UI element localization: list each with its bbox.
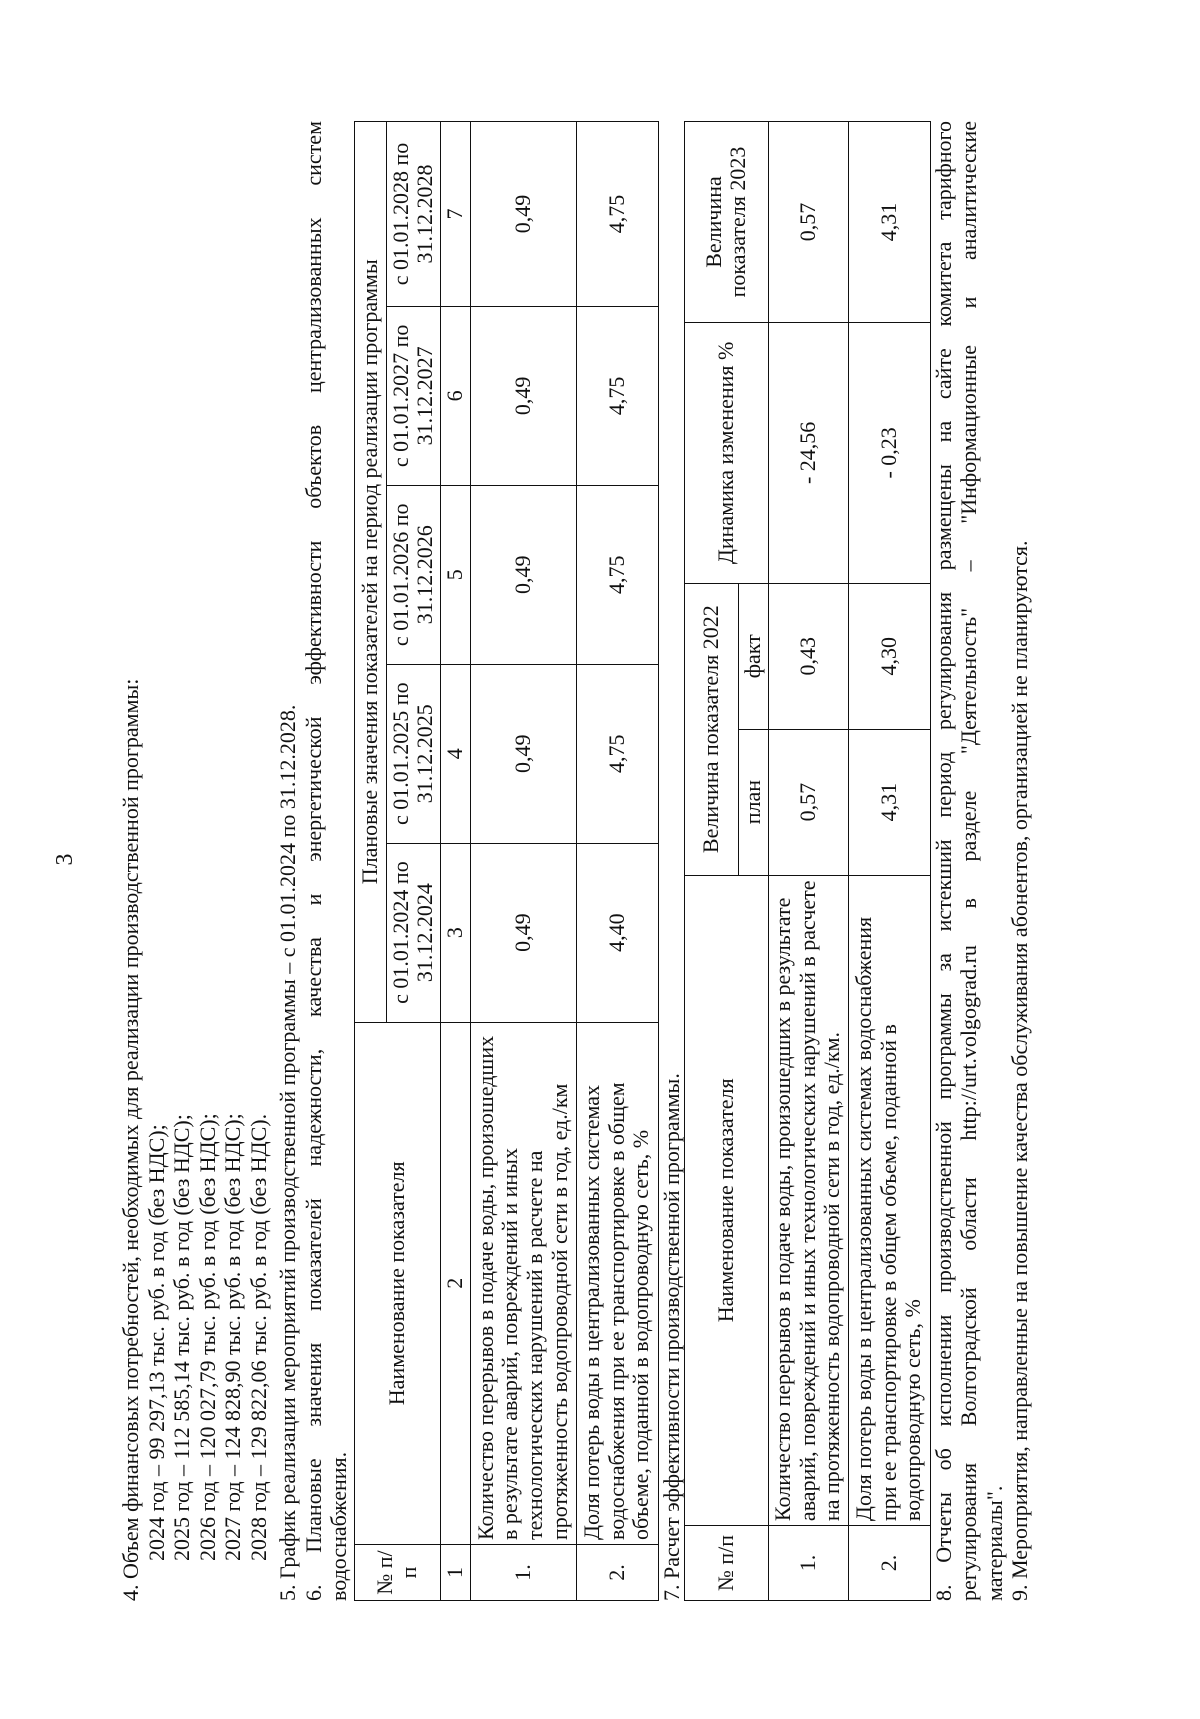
period-header: с 01.01.2026 по 31.12.2026 — [386, 485, 440, 664]
dynamics-value: - 24,56 — [768, 322, 848, 583]
value-2022-header: Величина показателя 2022 — [685, 583, 739, 875]
plan-value: 4,31 — [848, 729, 930, 875]
section-6-line1: 6. Плановые значения показателей надежности, качества и энергетической эффективности объектов централизованных систем — [300, 121, 326, 1601]
period-header: с 01.01.2025 по 31.12.2025 — [386, 664, 440, 843]
col-name-header: Наименование показателя — [354, 1022, 440, 1545]
row-number: 1. — [768, 1526, 848, 1601]
planned-indicators-table — [354, 121, 659, 1601]
value-2023-header: Величина показателя 2023 — [685, 122, 769, 323]
value-2023: 0,57 — [768, 122, 848, 323]
row-number: 1. — [470, 1545, 576, 1601]
indicator-value: 4,75 — [576, 485, 658, 664]
dynamics-value: - 0,23 — [848, 322, 930, 583]
section-8-line1: 8. Отчеты об исполнении производственной программы за истекший период регулирования размещены на сайте комитета тарифного — [930, 121, 956, 1601]
planned-values-group-header: Плановые значения показателей на период реализации программы — [354, 122, 386, 1023]
period-header: с 01.01.2024 по 31.12.2024 — [386, 843, 440, 1022]
table-row — [576, 122, 658, 1601]
finance-line: 2025 год – 112 585,14 тыс. руб. в год (без НДС); — [169, 1114, 195, 1561]
section-6-line2: водоснабжения. — [326, 1451, 352, 1601]
finance-line: 2026 год – 120 027,79 тыс. руб. в год (без НДС); — [194, 1113, 220, 1561]
period-header: с 01.01.2028 по 31.12.2028 — [386, 122, 440, 307]
indicator-name: Количество перерывов в подаче воды, произошедших в результате аварий, повреждений и иных технологических нарушений в расчете на протяженность водопроводной сети в год, ед./км. — [768, 875, 848, 1526]
finance-line: 2024 год – 99 297,13 тыс. руб. в год (без НДС); — [143, 1124, 169, 1561]
fact-header: факт — [739, 583, 769, 729]
fact-value: 4,30 — [848, 583, 930, 729]
value-2023: 4,31 — [848, 122, 930, 323]
dynamics-header: Динамика изменения % — [685, 322, 769, 583]
col-name-header: Наименование показателя — [685, 875, 769, 1526]
indicator-name: Доля потерь воды в централизованных системах водоснабжения при ее транспортировке в общем объеме, поданной в водопроводную сеть, % — [576, 1022, 658, 1545]
section-8-line3: материалы". — [981, 1485, 1007, 1601]
fact-value: 0,43 — [768, 583, 848, 729]
column-number: 2 — [440, 1022, 470, 1545]
indicator-value: 0,49 — [470, 306, 576, 485]
period-header: с 01.01.2027 по 31.12.2027 — [386, 306, 440, 485]
section-7: 7. Расчет эффективности производственной программы. — [658, 1073, 684, 1601]
indicator-value: 4,75 — [576, 664, 658, 843]
table-row — [768, 122, 848, 1601]
section-9: 9. Мероприятия, направленные на повышение качества обслуживания абонентов, организацией не планируются. — [1007, 540, 1033, 1601]
column-number: 3 — [440, 843, 470, 1022]
column-number: 4 — [440, 664, 470, 843]
indicator-name: Количество перерывов в подаче воды, произошедших в результате аварий, повреждений и иных технологических нарушений в расчете на протяженность водопроводной сети в год, ед./км — [470, 1022, 576, 1545]
section-8-line2: регулирования Волгоградской области http://urt.volgograd.ru в разделе "Деятельность" – "Информационные и аналитические — [956, 121, 982, 1601]
col-num-header: № п/п — [354, 1545, 440, 1601]
efficiency-table — [684, 121, 931, 1601]
plan-value: 0,57 — [768, 729, 848, 875]
column-number: 7 — [440, 122, 470, 307]
column-number: 6 — [440, 306, 470, 485]
document-body — [118, 121, 1033, 1601]
column-number: 5 — [440, 485, 470, 664]
indicator-name: Доля потерь воды в централизованных системах водоснабжения при ее транспортировке в общем объеме, поданной в водопроводную сеть, % — [848, 875, 930, 1526]
indicator-value: 0,49 — [470, 843, 576, 1022]
section-5: 5. График реализации мероприятий производственной программы – с 01.01.2024 по 31.12.2028. — [275, 704, 301, 1601]
plan-header: план — [739, 729, 769, 875]
column-number: 1 — [440, 1545, 470, 1601]
row-number: 2. — [576, 1545, 658, 1601]
section-4-title: 4. Объем финансовых потребностей, необходимых для реализации производственной программы: — [118, 678, 143, 1601]
indicator-value: 4,40 — [576, 843, 658, 1022]
finance-line: 2027 год – 124 828,90 тыс. руб. в год (без НДС); — [220, 1113, 246, 1561]
indicator-value: 4,75 — [576, 122, 658, 307]
table-row — [848, 122, 930, 1601]
indicator-value: 0,49 — [470, 485, 576, 664]
row-number: 2. — [848, 1526, 930, 1601]
finance-line: 2028 год – 129 822,06 тыс. руб. в год (без НДС). — [245, 1113, 271, 1561]
col-num-header: № п/п — [685, 1526, 769, 1601]
indicator-value: 0,49 — [470, 664, 576, 843]
indicator-value: 0,49 — [470, 122, 576, 307]
page-number: 3 — [52, 853, 78, 866]
indicator-value: 4,75 — [576, 306, 658, 485]
table-row — [470, 122, 576, 1601]
